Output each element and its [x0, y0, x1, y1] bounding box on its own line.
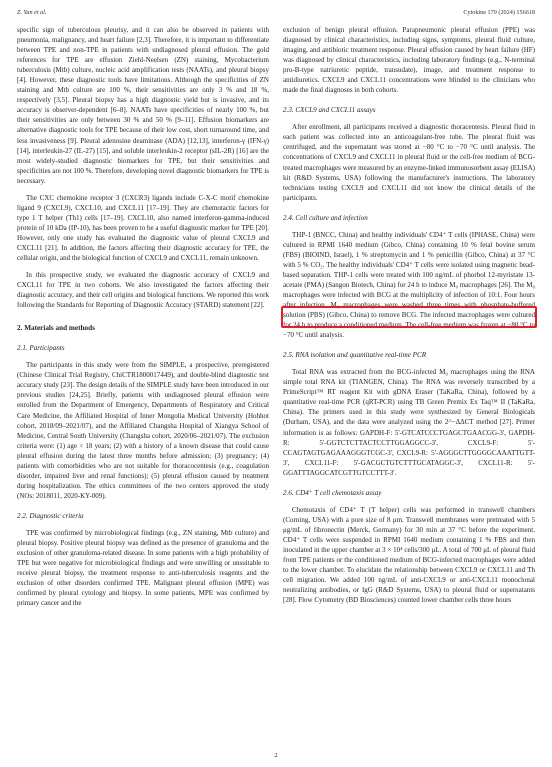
criteria-paragraph: TPE was confirmed by microbiological findings (e.g., ZN staining, Mtb culture) and pleural biopsy. Positive pleural biopsy was defined as the presence of granuloma and the exclusion of other granuloma-related disease. In some patients with a high probability of TPE but were negative for microbiological findings and were unwilling or unsuitable to receive pleural biopsy, the treatment response to anti-tuberculosis reagents and the exclusion of other disorders confirmed TPE. Malignant pleural effusion (MPE) was confirmed by pleural cytology and biopsy. In some patients, MPE was confirmed by primary cancer and the [17, 528, 269, 608]
subsection-2-6-heading: 2.6. CD4⁺ T cell chemotaxis assay [283, 488, 382, 497]
chemotaxis-paragraph: Chemotaxis of CD4⁺ T (T helper) cells was performed in transwell chambers (Corning, USA) with a pore size of 8 μm. Transwell membranes were pretreated with 5 μg/mL of fibronectin (Merck, Germany) for 30 min at 37 °C before the experiment. CD4⁺ T cells were suspended in RPMI 1640 medium containing 1 % FBS and then inoculated in the upper chamber at 3 × 10⁴ cells/300 μL. A total of 700 μL of pleural fluid from TPE patients or the conditioned medium of BCG-infected macrophages were added to the lower chamber. To elucidate the relationship between CXCL9 or CXCL11 and Th cell migration. We added 100 ng/mL of anti-CXCL9 or anti-CXCL11 monoclonal neutralizing antibodies, or IgG (R&D Systems, USA) to pleural fluid or supernatants [28]. Flow Cytometry (BD Biosciences) counted lower chamber cells three hours [283, 505, 535, 605]
subsection-2-2-heading: 2.2. Diagnostic criteria [17, 511, 84, 520]
subsection-2-5-heading: 2.5. RNA isolation and quantitative real-time PCR [283, 351, 427, 360]
running-head [17, 9, 535, 19]
page-number: 2 [274, 752, 278, 759]
culture-paragraph-rest: containing 10 % fetal bovine serum (FBS) (BIOIND, Israel), 1 % streptomycin and 1 % penicillin (Gibco, China) at 37 °C with 5 % CO₂. The healthy individuals' CD4⁺ T cells were isolated using magnetic bead-based separation. THP-1 cells were treated with 100 ng/mL of phorbol 12-myristate 13-acetate (PMA) (Sangon Biotech, China) for 24 h to induce M₀ macrophages [26]. The M₀ macrophages were infected with BCG at the multiplicity of infection of 10:1. Four hours after infection, M₀ macrophages were washed three times with phosphate-buffered solution (PBS) (Gibco, China) to remove BCG. The infected macrophages were cultured for 24 h to produce a conditioned medium. The cell-free medium was frozen at −80 °C to −70 °C until analysis. [283, 240, 535, 340]
participants-paragraph: The participants in this study were from the SIMPLE, a prospective, preregistered (Chinese Clinical Trial Registry, ChiCTR1800017449), and double-blind diagnostic test accuracy study [23]. The design details of the SIMPLE study have been introduced in our previous studies [24,25]. Briefly, patients with undiagnosed pleural effusion were enrolled from the Department of Emergency, Departments of Respiratory and Critical Care Medicine, the Affiliated Hospital of Inner Mongolia Medical University (Hohhot cohort, 2018/09–2021/07), and the Affiliated Changsha Hospital of Xiangya School of Medicine, Central South University (Changsha cohort, 2020/06–2021/07). The exclusion criteria were: (1) age < 18 years; (2) with a history of a known disease that could cause pleural effusion during the latest three months before admission; (3) pregnancy; (4) patients with comorbidities who are not suitable for thoracocentesis (e.g., coagulation disorder, impaired liver and renal functions); (5) pleural effusion caused by treatment during hospitalization. The ethics committees of the two centers approved the study (NOs: 2018011, 2020-KY-009). [17, 361, 269, 500]
intro-paragraph-3: In this prospective study, we evaluated the diagnostic accuracy of CXCL9 and CXCL11 for TPE in two cohorts. We also investigated the factors affecting their diagnostic accuracy, and their cell origins and biological functions. We reported this work following the Standards for Reporting of Diagnostic Accuracy (STARD) statement [22]. [17, 271, 269, 310]
intro-paragraph-1: specific sign of tuberculous pleurisy, and it can also be observed in patients with pneumonia, malignancy, and heart failure [2,3]. Therefore, it is important to differentiate between TPE and non-TPE in patients with undiagnosed pleural effusion. The gold references for TPE are effusion Ziehl-Neelsen (ZN) staining, Mycobacterium tuberculosis (Mtb) culture, nucleic acid amplification tests (NAATs), and pleural biopsy [4]. However, these diagnostic tools have limitations. Although the specificities of ZN staining and Mtb culture are 100 %, their sensitivities are only 3 % and 18 %, respectively [3,5]. Pleural biopsy has a high diagnostic yield but is invasive, and its accuracy is observer-dependent [6–8]. NAATs have specificities of nearly 100 %, but their sensitivities are only between 30 % and 50 % [9–11]. Effusion biomarkers are alternative diagnostic tools for TPE because of their low cost, short turnaround time, and less invasiveness [9]. Pleural adenosine deaminase (ADA) [12,13], interferon-γ (IFN-γ) [14], interleukin-27 (IL-27) [15], and soluble interleukin-2 receptor (sIL-2R) [16] are the most widely-studied diagnostic biomarkers for TPE, but their sensitivities and specificities are not 100 %. Therefore, developing novel diagnostic biomarkers for TPE is necessary. [17, 26, 269, 185]
subsection-2-3-heading: 2.3. CXCL9 and CXCL11 assays [283, 106, 376, 115]
highlighted-sentence: THP-1 (BNCC, China) and healthy individuals' CD4⁺ T cells (IPHASE, China) were cultured in RPMI 1640 medium (Gibco, China) [283, 230, 535, 249]
rna-paragraph: Total RNA was extracted from the BCG-infected M₀ macrophages using the RNA simple total RNA kit (TIANGEN, China). The RNA was reversely transcribed by a PrimeScript™ RT reagent Kit with gDNA Eraser (TaKaRa, China), followed by a quantitative real-time PCR (qRT-PCR) using TB Green Premix Ex Taq™ II (TaKaRa, China). The primers used in this study were synthesized by General Biologicals (Durham, USA), and the data were analyzed using the 2^−ΔΔCT method [27]. Primer information is as follows: GAPDH-F: 5'-GTCATCCCTGAGCTGAACGG-3', GAPDH-R: 5'-GGTCTCTTACTCCTTGGAGGCC-3', CXCL9-F: 5'-CCAGTAGTGAGAAAGGGTCGC-3', CXCL9-R: 5'-AGGGCTTGGGGCAAATTGTT-3', CXCL11-F: 5'-GACGCTGTCTTTGCATAGGC-3', CXCL11-R: 5'-GGATTTAGGCATCGTTGTCCTTT-3'. [283, 368, 535, 477]
author-line: Z. Yan et al. [17, 9, 47, 16]
left-column [17, 25, 269, 608]
journal-citation: Cytokine 179 (2024) 156618 [463, 9, 535, 16]
subsection-2-4-heading: 2.4. Cell culture and infection [283, 213, 368, 222]
continued-paragraph: exclusion of benign pleural effusion. Parapneumonic pleural effusion (PPE) was diagnosed by clinical characteristics, including signs, symptoms, pleural fluid culture, imaging, and antibiotic treatment response. Pleural effusion caused by heart failure (HF) was diagnosed by clinical characteristics, including laboratory findings (e.g., N-terminal pro-B-type natriuretic peptide, transudate), image, and treatment response to antidiuretics. CXCL9 and CXCL11 concentrations were blinded to the clinicians who made the final diagnoses in both cohorts. [283, 26, 535, 95]
highlight-box [281, 306, 537, 328]
section-2-heading: 2. Materials and methods [17, 324, 95, 333]
intro-paragraph-2: The CXC chemokine receptor 3 (CXCR3) ligands include C-X-C motif chemokine ligand 9 (CXCL9), CXCL10, and CXCL11 [17–19]. They are chemotactic factors for type 1 T helper (Th1) cells [17–19]. CXCL10, also named interferon-gamma-induced protein of 10 kDa (IP-10), has been proven to be a useful diagnostic marker for TPE [20]. However, only one study has evaluated the diagnostic value of pleural CXCL9 and CXCL11 [21]. In addition, the factors affecting their diagnostic accuracy for TPE, the cellular origin, and the biological function of CXCL9 and CXCL11, remain unknown. [17, 193, 269, 263]
assays-paragraph: After enrollment, all participants received a diagnostic thoracentesis. Pleural fluid in each patient was collected into an anticoagulant-free tube. The pleural fluid was centrifuged, and the supernatant was stored at −80 °C to −70 °C until analysis. The concentrations of CXCL9 and CXCL11 in pleural fluid or the cell-free medium of BCG-treated macrophages were measured by an enzyme-linked immunosorbent assay (ELISA) kit (R&D Systems, USA) following the manufacturer's instructions. The laboratory technicians testing CXCL9 and CXCL11 did not know the clinical details of the participants. [283, 123, 535, 202]
subsection-2-1-heading: 2.1. Participants [17, 344, 65, 353]
